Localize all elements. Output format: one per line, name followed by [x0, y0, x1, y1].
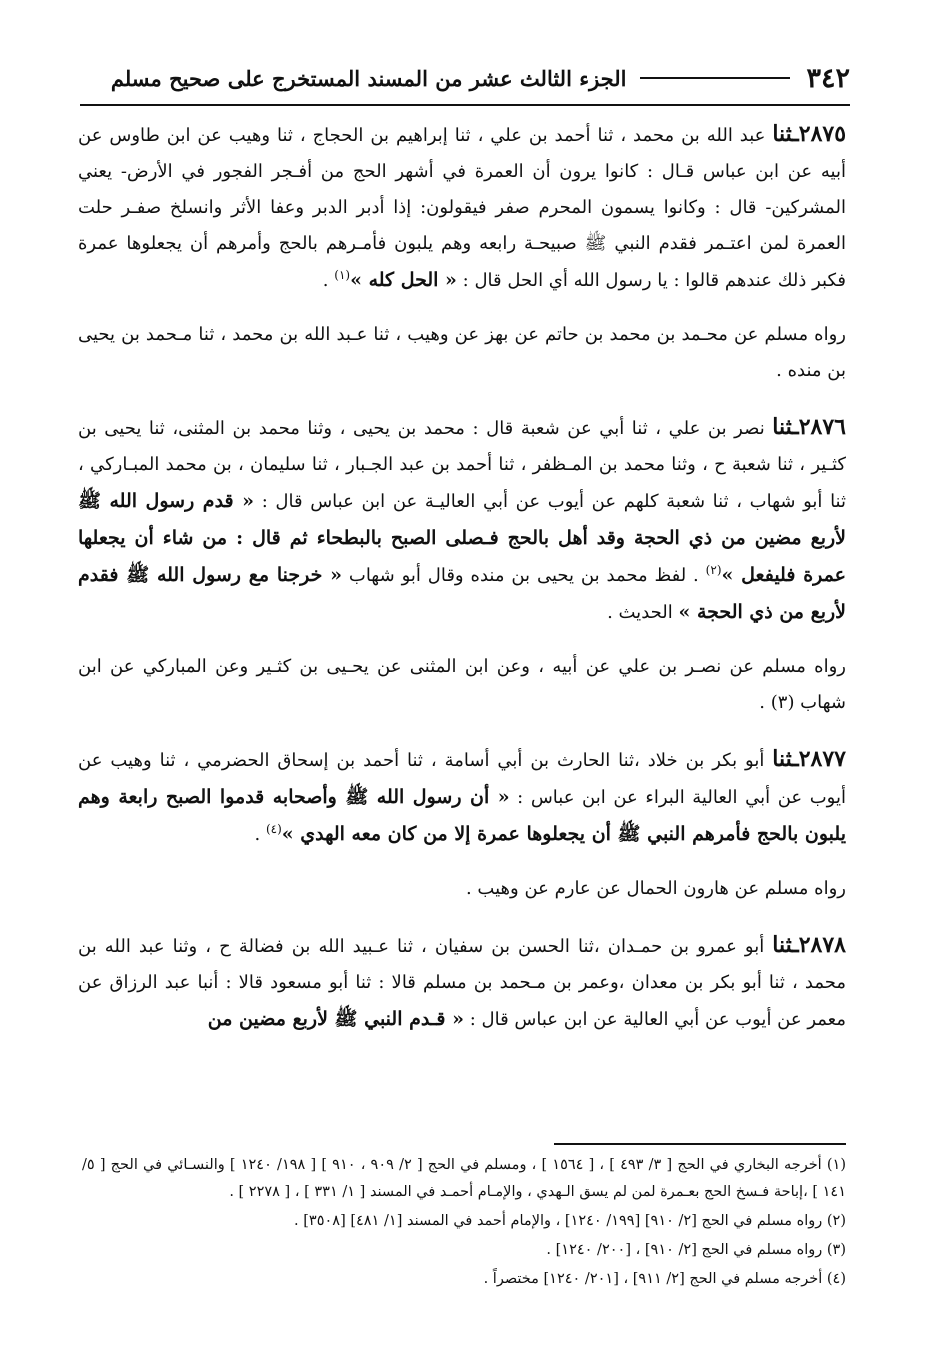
narration-note: رواه مسلم عن نصـر بن علي عن أبيه ، وعن ابن المثنى عن يحـيى بن كثـير وعن المباركي عن ابن شهاب (٣) .	[78, 656, 846, 713]
narration-note: رواه مسلم عن محـمد بن محمد بن حاتم عن بهز عن وهيب ، ثنا عـبد الله بن محمد ، ثنا مـحمد بن يحيى بن منده .	[78, 324, 846, 381]
narration-note: رواه مسلم عن هارون الحمال عن عارم عن وهيب .	[465, 878, 846, 899]
hadith-chain: أبو عمرو بن حمـدان ،ثنا الحسن بن سفيان ، ثنا عـبيد الله بن فضالة ح ، وثنا عبد الله بن محمد ، ثنا أبو بكر بن معدان ،وعمر بن مـحمد بن مسلم قالا : ثنا أبو مسعود قالا : أنبا عبد الرزاق عن معمر عن أيوب عن أبي العالية عن ابن عباس قال :	[78, 936, 846, 1030]
hadith-number: ٢٨٧٦ـثنا	[772, 414, 846, 440]
page-body	[78, 116, 846, 1056]
hadith-quote: « خرجنا مع رسول الله ﷺ فقدم لأربع من ذي الحجة »	[78, 564, 846, 623]
hadith-quote: « أن رسول الله ﷺ وأصحابه قدموا الصبح رابعة وهم يلبون بالحج فأمرهم النبي ﷺ أن يجعلوها عمرة إلا من كان معه الهدي »	[78, 786, 846, 845]
footnote: (١) أخرجه البخاري في الحج [ ٣/ ٤٩٣ ] ، [ ١٥٦٤ ] ، ومسلم في الحج [ ٢/ ٩٠٩ ، ٩١٠ ] [ ١٩٨/ ١٢٤٠ ] والنسـائي في الحج [ ٥/ ١٤١ ] ،إباحة فـسخ الحج بعـمرة لمن لم يسق الـهدي ، والإمـام أحمـد في المسند [ ١/ ٣٣١ ] ، [ ٢٢٧٨ ] .	[82, 1157, 846, 1200]
page-number: ٣٤٢	[806, 62, 850, 94]
header-rule	[640, 77, 790, 79]
hadith-number: ٢٨٧٨ـثنا	[772, 932, 846, 958]
hadith-text: الحديث .	[607, 602, 673, 623]
hadith-chain: عبد الله بن محمد ، ثنا أحمد بن علي ، ثنا إبراهيم بن الحجاج ، ثنا وهيب عن ابن طاوس عن أبيه عن ابن عباس قـال : كانوا يرون أن العمرة في أشهر الحج من أفـجر الفجور في الأرض- يعني المشركين- قال : وكانوا يسمون المحرم صفر فيقولون: إذا أدبر الدبر وعفا الأثر وانسلخ صفـر حلت العمرة لمن اعتـمر فقدم النبي ﷺ صبيحـة رابعه وهم يلبون فأمـرهم بالحج وأمرهم أن يجعلوها عمرة فكبر ذلك عندهم قالوا : يا رسول الله أي الحل قال :	[78, 125, 846, 291]
footnote-separator	[554, 1143, 846, 1145]
hadith-entry	[78, 741, 846, 853]
hadith-quote: « قـدم النبي ﷺ لأربع مضين من	[207, 1008, 464, 1030]
hadith-chain: نصر بن علي ، ثنا أبي عن شعبة قال : محمد بن يحيى ، وثنا محمد بن المثنى، ثنا يحيى بن كثـير ، ثنا شعبة ح ، وثنا محمد بن المـظفر ، ثنا أحمد بن عبد الجـبار ، ثنا سليمان ، بن محمد المبـاركي ، ثنا أبو شهاب ، ثنا شعبة كلهم عن أيوب عن أبي العاليـة عن ابن عباس قال :	[78, 418, 846, 512]
hadith-quote: « الحل كله »	[350, 269, 457, 291]
sentence-end: .	[322, 270, 329, 291]
footnote: (٤) أخرجه مسلم في الحج [٢/ ٩١١] ، [٢٠١/ ١٢٤٠] مختصراً .	[483, 1271, 846, 1287]
footnote-ref: (١)	[334, 268, 351, 282]
hadith-text: . لفظ محمد بن يحيى بن منده وقال أبو شهاب	[348, 565, 699, 586]
hadith-quote: « قدم رسول الله ﷺ لأربع مضين من ذي الحجة وقد أهل بالحج فـصلى الصبح بالبطحاء ثم قال : من شاء أن يجعلها عمرة فليفعل »	[78, 490, 846, 586]
footnote-ref: (٤)	[265, 822, 282, 836]
hadith-entry	[78, 409, 846, 631]
hadith-entry	[78, 116, 846, 299]
footnote: (٢) رواه مسلم في الحج [٢/ ٩١٠] [١٩٩/ ١٢٤٠] ، والإمام أحمد في المسند [١/ ٤٨١] [٣٥٠٨] .	[294, 1213, 846, 1229]
hadith-entry	[78, 927, 846, 1038]
page-header	[80, 52, 850, 106]
running-title: الجزء الثالث عشر من المسند المستخرج على صحيح مسلم	[110, 65, 627, 91]
hadith-number: ٢٨٧٥ـثنا	[772, 121, 847, 147]
footnote-ref: (٢)	[705, 563, 722, 577]
hadith-number: ٢٨٧٧ـثنا	[772, 746, 846, 772]
hadith-chain: أبو بكر بن خلاد ،ثنا الحارث بن أبي أسامة ، ثنا أحمد بن إسحاق الحضرمي ، ثنا وهيب عن أيوب عن أبي العالية البراء عن ابن عباس :	[78, 750, 846, 808]
sentence-end: .	[254, 824, 261, 845]
footnote: (٣) رواه مسلم في الحج [٢/ ٩١٠] ، [٢٠٠/ ١٢٤٠] .	[546, 1242, 846, 1258]
footnotes	[82, 1152, 846, 1295]
